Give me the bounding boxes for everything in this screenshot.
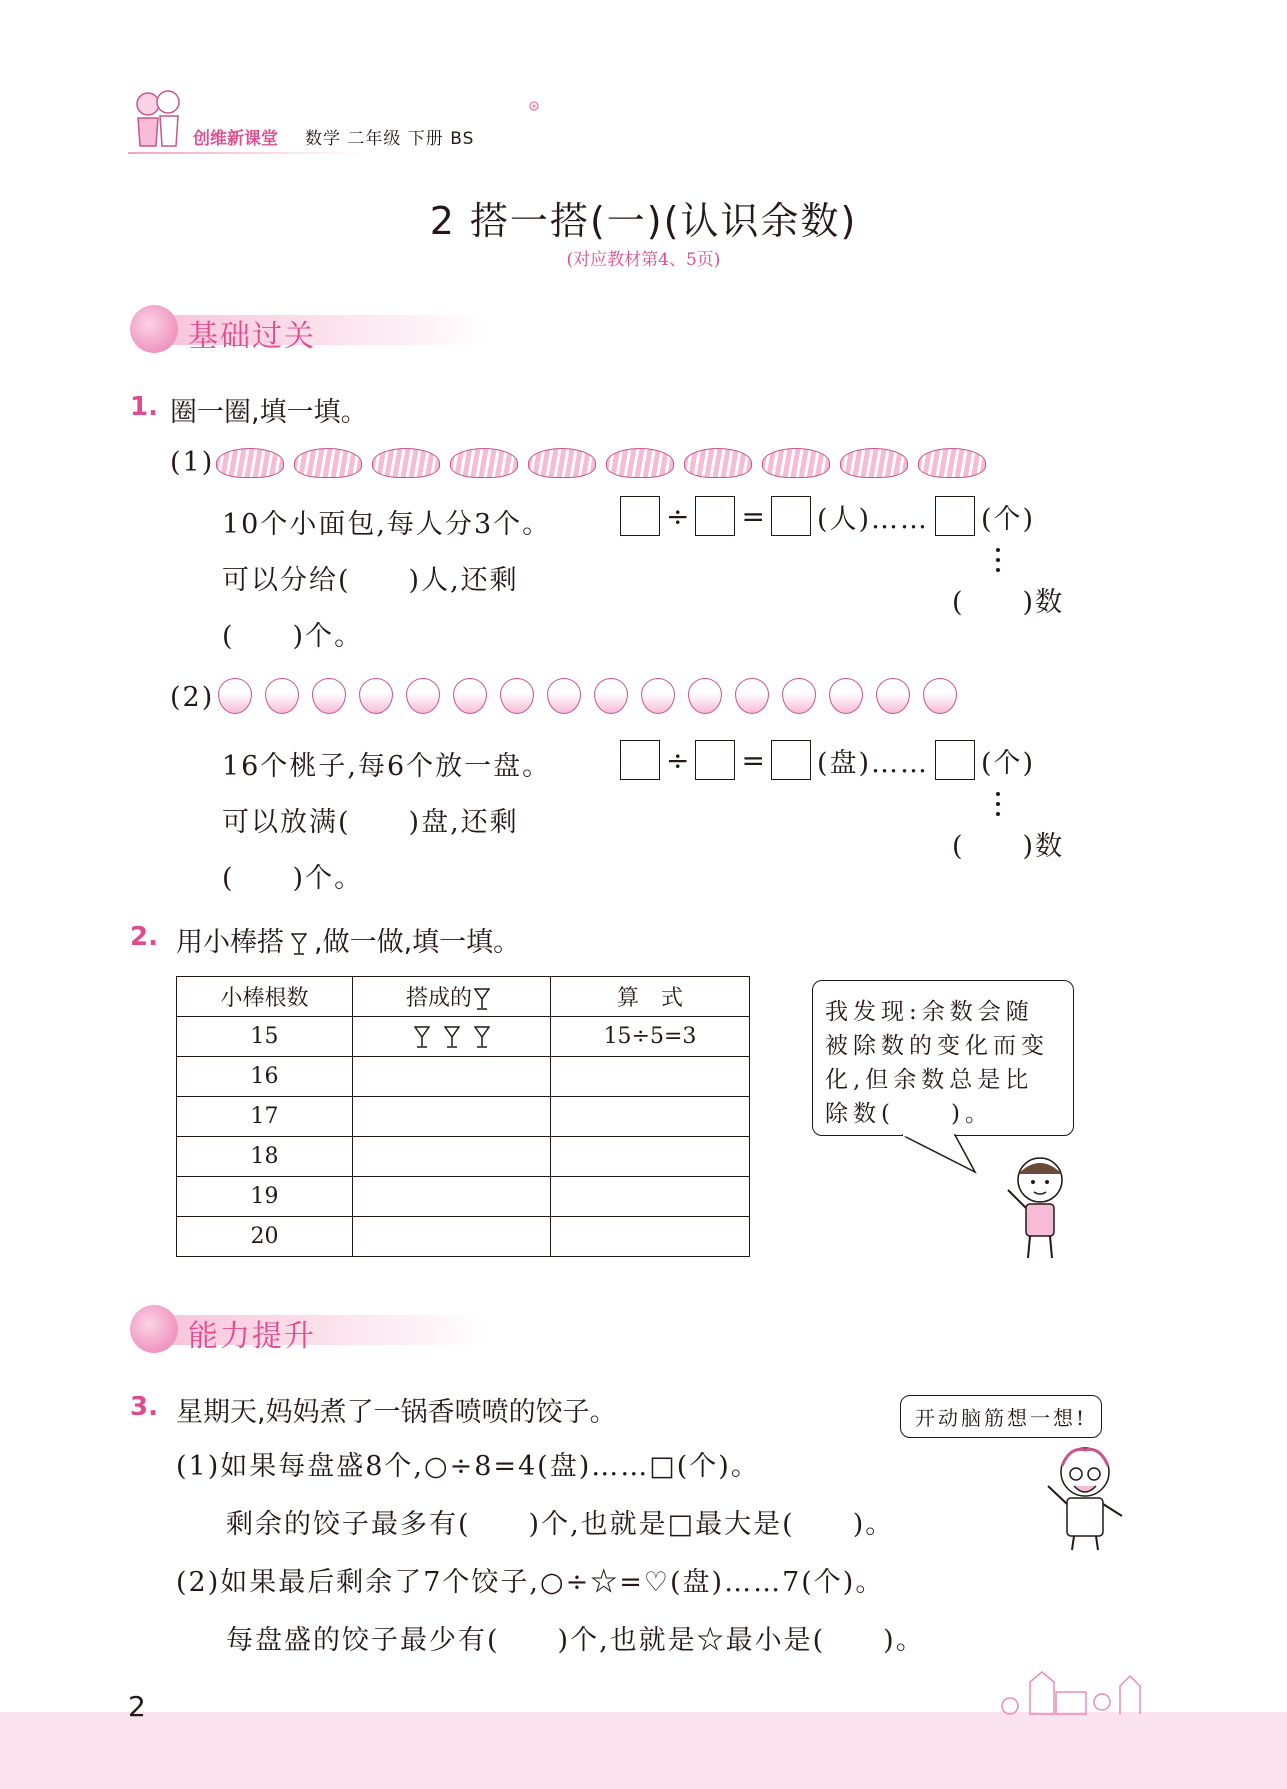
formula-cell[interactable]: 15÷5=3 (551, 1017, 750, 1057)
answer-box[interactable] (935, 740, 975, 780)
column-header: 算 式 (551, 977, 750, 1017)
unit-label: (个) (981, 503, 1036, 535)
question-number: 3. (130, 1392, 158, 1422)
equals-sign: = (741, 499, 765, 533)
part-label: (2) (170, 682, 215, 713)
book-info: 数学 二年级 下册 BS (305, 129, 475, 149)
problem-statement: 10个小面包,每人分3个。 (222, 509, 552, 540)
lesson-subtitle: (对应教材第4、5页) (566, 250, 721, 270)
section-banner-basic (130, 305, 500, 354)
answer-box[interactable] (695, 740, 735, 780)
kids-logo (128, 88, 188, 150)
peach-icon[interactable] (923, 678, 957, 714)
table-row (177, 1057, 750, 1097)
section-label: 基础过关 (188, 319, 316, 354)
footer-band (0, 1712, 1287, 1789)
part-label: (1) (170, 447, 215, 478)
formula-cell[interactable] (551, 1177, 750, 1217)
question-text: 圈一圈,填一填。 (170, 397, 368, 428)
page-number: 2 (128, 1690, 146, 1723)
equals-sign: = (741, 743, 765, 777)
fill-sentence: 可以放满( )盘,还剩 (222, 807, 519, 838)
equation (620, 496, 1035, 536)
boy-illustration (1000, 1150, 1080, 1262)
cups-cell[interactable] (353, 1097, 551, 1137)
answer-box[interactable] (695, 496, 735, 536)
bubble-line: 我发现:余数会随 (825, 999, 1034, 1025)
question-text (176, 920, 520, 959)
bread-icon[interactable] (528, 448, 596, 478)
question-text-part: ,做一做,填一填。 (314, 927, 521, 958)
sub-question-fill: 每盘盛的饺子最少有( )个,也就是☆最小是( )。 (226, 1625, 925, 1656)
cup-icon (474, 988, 490, 1010)
table-row (177, 1097, 750, 1137)
girl-face-icon (130, 305, 178, 353)
remainder-label: ( )数 (952, 831, 1065, 862)
cup-icon (444, 1026, 460, 1048)
header-divider (128, 152, 368, 154)
peach-icon[interactable] (876, 678, 910, 714)
fill-sentence: 可以分给( )人,还剩 (222, 565, 519, 596)
table-row (177, 1217, 750, 1257)
peach-icon[interactable] (594, 678, 628, 714)
unit-label: (人)…… (816, 503, 930, 535)
section-banner-advanced (130, 1305, 500, 1354)
bread-icon[interactable] (216, 448, 284, 478)
peach-icon[interactable] (359, 678, 393, 714)
sticks-table (176, 976, 750, 1257)
lesson-title: 2 搭一搭(一)(认识余数) (429, 199, 858, 243)
brand-name: 创维新课堂 (193, 129, 278, 149)
unit-label: (盘)…… (816, 747, 930, 779)
bread-icon[interactable] (840, 448, 908, 478)
section-label: 能力提升 (188, 1319, 316, 1354)
column-header-text: 搭成的 (405, 986, 472, 1011)
stick-count-cell: 20 (177, 1217, 353, 1257)
stick-count-cell: 15 (177, 1017, 353, 1057)
hint-bubble: 开动脑筋想一想! (900, 1395, 1102, 1438)
formula-cell[interactable] (551, 1057, 750, 1097)
peach-icon[interactable] (312, 678, 346, 714)
castle-illustration (990, 1652, 1160, 1716)
answer-box[interactable] (620, 740, 660, 780)
divide-sign: ÷ (666, 743, 690, 777)
formula-cell[interactable] (551, 1097, 750, 1137)
peach-icon[interactable] (218, 678, 252, 714)
question-text-part: 用小棒搭 (176, 927, 284, 958)
bread-icon[interactable] (684, 448, 752, 478)
answer-box[interactable] (935, 496, 975, 536)
peach-icon[interactable] (735, 678, 769, 714)
sub-question-fill: 剩余的饺子最多有( )个,也就是□最大是( )。 (226, 1509, 895, 1540)
sub-question: (2)如果最后剩余了7个饺子,○÷☆=♡(盘)……7(个)。 (176, 1567, 885, 1598)
peach-icon[interactable] (547, 678, 581, 714)
divide-sign: ÷ (666, 499, 690, 533)
table-row (177, 1137, 750, 1177)
cups-cell[interactable] (353, 1017, 551, 1057)
question-text: 星期天,妈妈煮了一锅香喷喷的饺子。 (176, 1397, 617, 1428)
answer-box[interactable] (771, 496, 811, 536)
formula-cell[interactable] (551, 1137, 750, 1177)
answer-box[interactable] (620, 496, 660, 536)
question-number: 2. (130, 922, 158, 952)
peach-icon[interactable] (453, 678, 487, 714)
bubble-tail (900, 1134, 980, 1178)
bread-icon[interactable] (372, 448, 440, 478)
bread-icon[interactable] (294, 448, 362, 478)
boy-face-icon (130, 1305, 178, 1353)
cup-icon (291, 933, 307, 955)
vertical-dots (996, 548, 1002, 578)
answer-box[interactable] (771, 740, 811, 780)
stick-count-cell: 16 (177, 1057, 353, 1097)
table-row (177, 1177, 750, 1217)
fill-sentence: ( )个。 (222, 621, 364, 652)
peach-icon[interactable] (688, 678, 722, 714)
peach-icon[interactable] (265, 678, 299, 714)
problem-statement: 16个桃子,每6个放一盘。 (222, 751, 552, 782)
question-number: 1. (130, 392, 158, 422)
cup-icon (474, 1026, 490, 1048)
fill-sentence: ( )个。 (222, 863, 364, 894)
bread-icon[interactable] (450, 448, 518, 478)
stick-count-cell: 19 (177, 1177, 353, 1217)
unit-label: (个) (981, 747, 1036, 779)
flower-icon (526, 98, 542, 114)
bread-icon[interactable] (918, 448, 986, 478)
peach-icon[interactable] (500, 678, 534, 714)
cups-cell[interactable] (353, 1177, 551, 1217)
sub-question: (1)如果每盘盛8个,○÷8=4(盘)……□(个)。 (176, 1451, 760, 1482)
peach-picture-row[interactable] (218, 678, 957, 714)
column-header: 小棒根数 (177, 977, 353, 1017)
bubble-line: 除数( )。 (825, 1101, 993, 1127)
cups-cell[interactable] (353, 1217, 551, 1257)
peach-icon[interactable] (406, 678, 440, 714)
cup-icon (414, 1026, 430, 1048)
bread-picture-row[interactable] (216, 448, 986, 478)
bubble-line: 被除数的变化而变 (825, 1033, 1049, 1059)
bread-icon[interactable] (762, 448, 830, 478)
stick-count-cell: 17 (177, 1097, 353, 1137)
bread-icon[interactable] (606, 448, 674, 478)
speech-bubble (812, 980, 1074, 1136)
column-header (353, 977, 551, 1017)
equation (620, 740, 1035, 780)
cups-cell[interactable] (353, 1137, 551, 1177)
table-header-row (177, 977, 750, 1017)
remainder-label: ( )数 (952, 587, 1065, 618)
bubble-line: 化,但余数总是比 (825, 1067, 1034, 1093)
peach-icon[interactable] (829, 678, 863, 714)
vertical-dots (996, 792, 1002, 822)
professor-illustration (1040, 1440, 1130, 1552)
table-row (177, 1017, 750, 1057)
formula-cell[interactable] (551, 1217, 750, 1257)
stick-count-cell: 18 (177, 1137, 353, 1177)
peach-icon[interactable] (641, 678, 675, 714)
cups-cell[interactable] (353, 1057, 551, 1097)
peach-icon[interactable] (782, 678, 816, 714)
